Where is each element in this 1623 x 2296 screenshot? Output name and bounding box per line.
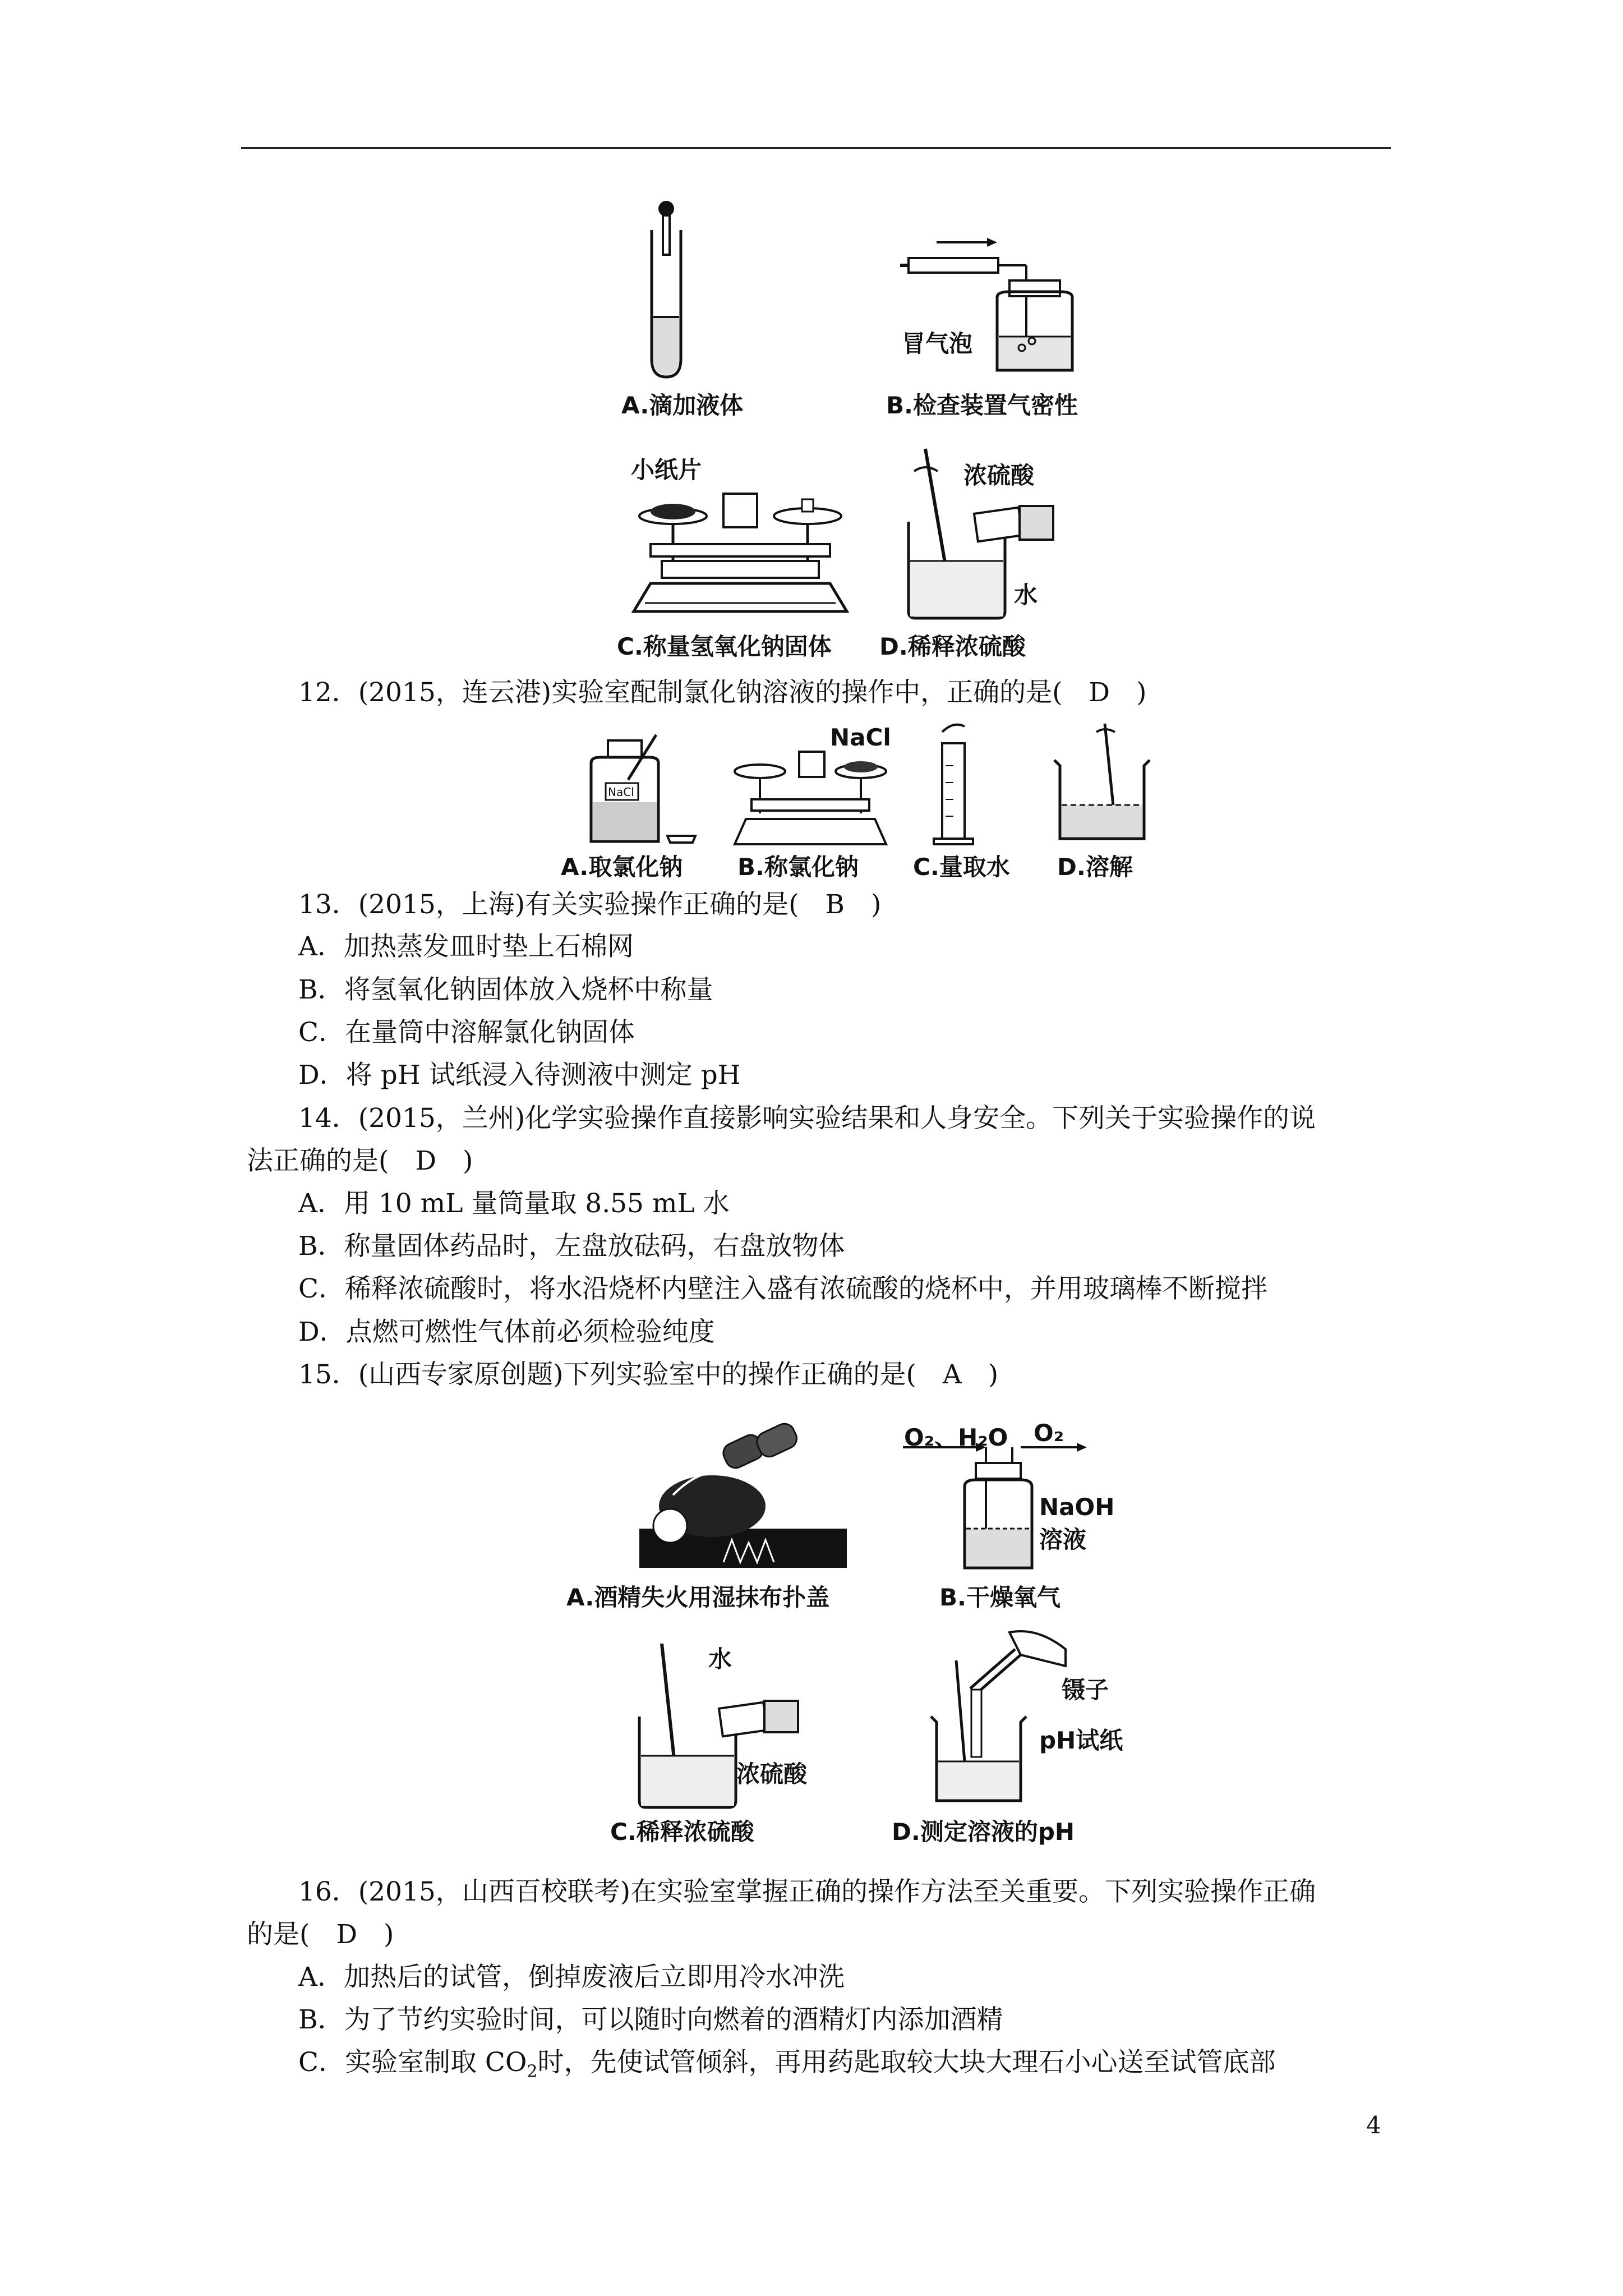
q16-option-c-pre: C．实验室制取 CO: [298, 2047, 527, 2078]
syringe-bottle-drawing: [897, 236, 1094, 381]
question-13: 13．(2015，上海)有关实验操作正确的是( B ): [298, 889, 882, 920]
figure-q12-c: [925, 721, 993, 847]
figure-top-c: [611, 482, 869, 617]
caption-q12-a: A.取氯化钠: [561, 853, 683, 881]
q16-option-a: A．加热后的试管，倒掉废液后立即用冷水冲洗: [298, 1962, 845, 1993]
question-16-line-2: 的是( D ): [247, 1919, 394, 1950]
label-water-q15: 水: [708, 1645, 732, 1673]
q16-option-c-post: 时，先使试管倾斜，再用药匙取较大块大理石小心送至试管底部: [537, 2047, 1276, 2078]
caption-q12-d: D.溶解: [1057, 853, 1133, 881]
q14-option-a: A．用 10 mL 量筒量取 8.55 mL 水: [298, 1188, 730, 1219]
question-16-line-1: 16．(2015，山西百校联考)在实验室掌握正确的操作方法至关重要。下列实验操作正确: [298, 1876, 1316, 1907]
label-paper: 小纸片: [631, 456, 702, 484]
caption-q15-a: A.酒精失火用湿抹布扑盖: [566, 1584, 830, 1611]
label-water-top: 水: [1014, 581, 1038, 609]
tweezers-ph-drawing: [925, 1627, 1071, 1812]
label-bubbles: 冒气泡: [902, 330, 973, 357]
caption-top-c: C.称量氢氧化钠固体: [617, 633, 832, 660]
caption-top-b: B.检查装置气密性: [886, 392, 1078, 419]
page-number: 4: [1366, 2111, 1381, 2139]
q13-option-a: A．加热蒸发皿时垫上石棉网: [298, 931, 634, 962]
label-nacl-balance: NaCl: [830, 724, 891, 751]
test-tube-dropper-drawing: [617, 196, 729, 381]
figure-top-b: [897, 236, 1094, 381]
q14-option-c: C．稀释浓硫酸时，将水沿烧杯内壁注入盛有浓硫酸的烧杯中，并用玻璃棒不断搅拌: [298, 1273, 1267, 1304]
figure-q12-b: [729, 746, 897, 847]
label-ph-paper: pH试纸: [1039, 1727, 1123, 1754]
caption-q15-b: B.干燥氧气: [939, 1584, 1061, 1611]
q13-option-c: C．在量筒中溶解氯化钠固体: [298, 1017, 635, 1048]
label-gas-in: O₂、H₂O: [904, 1424, 1008, 1451]
caption-top-a: A.滴加液体: [621, 392, 744, 419]
figure-q12-a: [583, 729, 701, 847]
q16-option-b: B．为了节约实验时间，可以随时向燃着的酒精灯内添加酒精: [298, 2004, 1003, 2035]
q13-option-b: B．将氢氧化钠固体放入烧杯中称量: [298, 974, 713, 1005]
balance-drawing: [611, 482, 869, 617]
caption-q12-b: B.称氯化钠: [737, 853, 859, 881]
label-gas-out: O₂: [1034, 1419, 1064, 1447]
question-12: 12．(2015，连云港)实验室配制氯化钠溶液的操作中，正确的是( D ): [298, 677, 1147, 708]
question-14-line-2: 法正确的是( D ): [247, 1145, 473, 1176]
figure-q12-d: [1049, 721, 1155, 847]
figure-top-a: [617, 196, 729, 381]
caption-top-d: D.稀释浓硫酸: [879, 633, 1026, 660]
q16-option-c: [298, 2041, 1276, 2081]
caption-q12-c: C.量取水: [913, 853, 1010, 881]
wet-cloth-fire-drawing: [639, 1428, 847, 1568]
nacl-bottle-drawing: [583, 729, 701, 847]
header-rule: [241, 147, 1391, 149]
figure-q15-d: [925, 1627, 1071, 1812]
beaker-dissolve-drawing: [1049, 721, 1155, 847]
label-tweezers: 镊子: [1062, 1676, 1109, 1704]
q14-option-b: B．称量固体药品时，左盘放砝码，右盘放物体: [298, 1231, 845, 1262]
graduated-cylinder-drawing: [925, 721, 993, 847]
question-15: 15．(山西专家原创题)下列实验室中的操作正确的是( A ): [298, 1359, 999, 1390]
q16-option-c-sub: 2: [527, 2062, 538, 2082]
bottle-label: NaCl: [608, 785, 634, 799]
balance-nacl-drawing: [729, 746, 897, 847]
q14-option-d: D．点燃可燃性气体前必须检验纯度: [298, 1317, 715, 1347]
q13-option-d: D．将 pH 试纸浸入待测液中测定 pH: [298, 1060, 741, 1091]
label-acid-top: 浓硫酸: [963, 462, 1035, 489]
question-14-line-1: 14．(2015，兰州)化学实验操作直接影响实验结果和人身安全。下列关于实验操作的说: [298, 1103, 1316, 1134]
label-acid-q15: 浓硫酸: [736, 1760, 808, 1788]
caption-q15-c: C.稀释浓硫酸: [610, 1818, 754, 1846]
label-solution: 溶液: [1039, 1526, 1087, 1553]
label-naoh: NaOH: [1039, 1493, 1115, 1521]
figure-q15-a: [639, 1428, 847, 1568]
caption-q15-d: D.测定溶液的pH: [892, 1818, 1075, 1846]
